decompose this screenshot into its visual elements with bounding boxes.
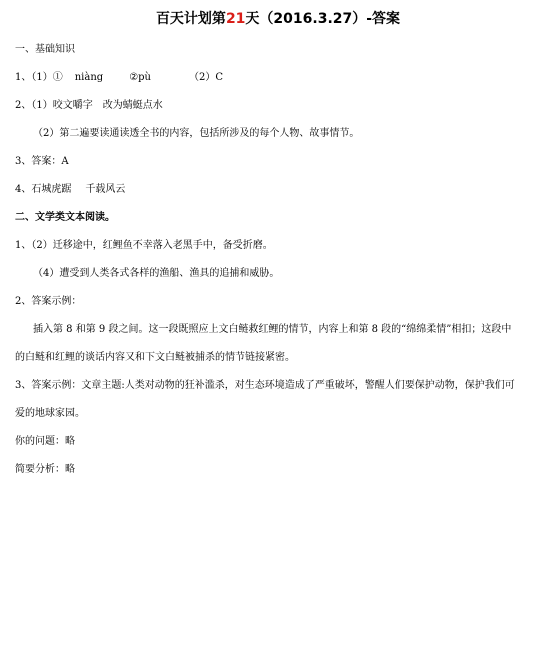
reading-answer-2-paragraph-line-2: 的白鲢和红鲤的谈话内容又和下文白鲢被捕杀的情节链接紧密。: [15, 352, 295, 363]
answer-4-row: [15, 183, 125, 197]
title-prefix: 百天计划第: [155, 11, 226, 27]
your-question: 你的问题：略: [15, 436, 75, 447]
reading-answer-1-part-2: 1、（2）迁移途中，红鲤鱼不幸落入老黑手中，备受折磨。: [15, 240, 273, 251]
reading-answer-2-label: 2、答案示例：: [15, 296, 82, 307]
answer-1-row: [15, 71, 223, 85]
title-day-number: 21: [225, 11, 246, 27]
answer-1-choice: （2）C: [189, 72, 224, 83]
reading-answer-3-line-1: 3、答案示例：文章主题:人类对动物的狂补滥杀，对生态环境造成了严重破坏，警醒人们要保护动物，保护我们可: [15, 380, 515, 391]
reading-answer-3-line-2: 爱的地球家园。: [15, 408, 85, 419]
answer-4-part-1: 4、石城虎踞: [15, 184, 72, 195]
answer-1-pinyin-1: niàng: [74, 72, 104, 83]
answer-2-part-1: 2、（1）咬文嚼字 改为蜻蜓点水: [15, 100, 163, 111]
answer-1-pinyin-2: ②pù: [129, 72, 151, 83]
answer-3: 3、答案：A: [15, 156, 69, 167]
reading-answer-1-part-4: （4）遭受到人类各式各样的渔船、渔具的追捕和威胁。: [33, 268, 280, 279]
answer-4-part-2: 千载风云: [85, 184, 126, 195]
page-title: [0, 8, 556, 28]
answer-1-label: 1、（1）①: [15, 72, 63, 83]
brief-analysis: 简要分析：略: [15, 464, 75, 475]
section-literary-reading: 二、文学类文本阅读。: [15, 212, 115, 223]
reading-answer-2-paragraph-line-1: 插入第 8 和第 9 段之间。这一段既照应上文白鲢救红鲤的情节，内容上和第 8 段的“绵绵柔情”相扣；这段中: [33, 324, 512, 335]
section-basic-knowledge: 一、基础知识: [15, 44, 75, 55]
title-suffix: 天（2016.3.27）-答案: [245, 11, 401, 27]
answer-2-part-2: （2）第二遍要读通读透全书的内容，包括所涉及的每个人物、故事情节。: [33, 128, 360, 139]
